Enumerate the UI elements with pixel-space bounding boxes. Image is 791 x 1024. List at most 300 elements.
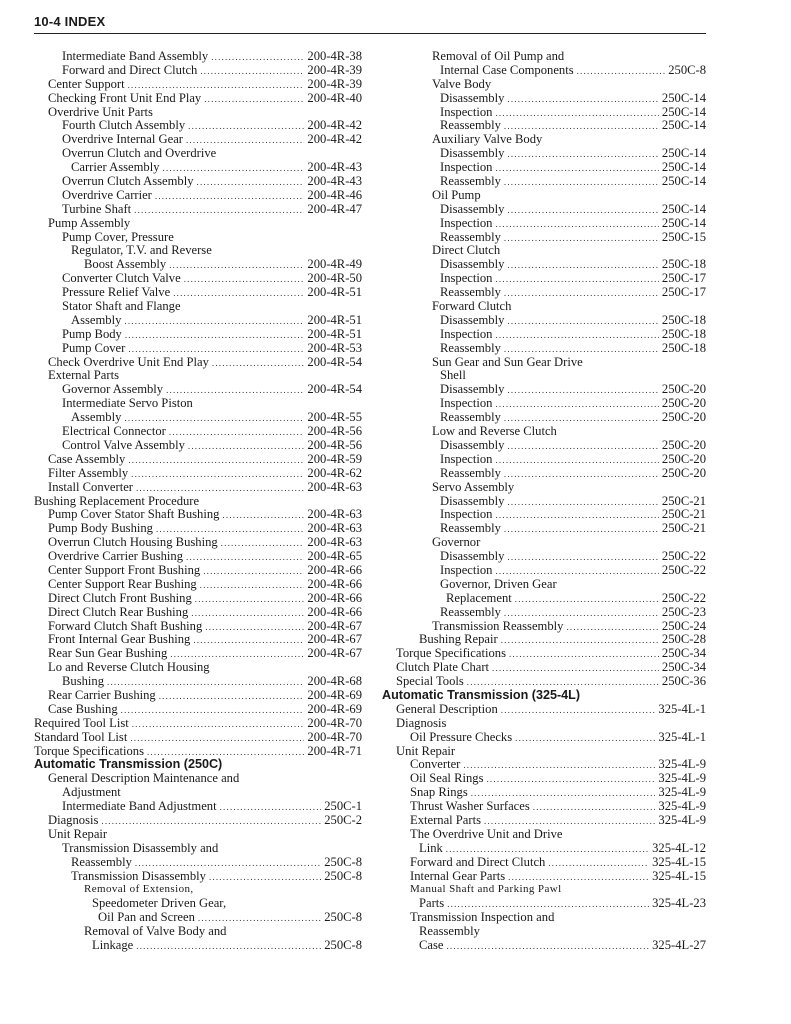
index-entry <box>382 453 706 467</box>
entry-page-number: 200-4R-50 <box>307 271 362 286</box>
leader-dots <box>533 801 656 815</box>
index-entry <box>382 508 706 522</box>
leader-dots <box>495 218 658 232</box>
page-header: 10-4 INDEX <box>34 14 106 29</box>
index-entry <box>34 161 362 175</box>
entry-label: Pump Cover, Pressure <box>62 229 174 244</box>
entry-label: Overdrive Carrier Bushing <box>48 549 183 564</box>
entry-label: Replacement <box>446 590 512 605</box>
entry-page-number: 250C-22 <box>661 562 706 577</box>
index-entry <box>34 647 362 661</box>
leader-dots <box>195 593 305 607</box>
entry-page-number: 250C-23 <box>661 604 706 619</box>
entry-label: Oil Pan and Screen <box>98 910 195 925</box>
index-entry <box>34 883 362 897</box>
leader-dots <box>495 107 658 121</box>
leader-dots <box>212 357 305 371</box>
index-entry <box>34 911 362 925</box>
index-entry <box>382 106 706 120</box>
index-entry <box>382 911 706 925</box>
index-entry <box>382 272 706 286</box>
entry-label: Torque Specifications <box>34 743 144 758</box>
entry-label: Link <box>419 840 443 855</box>
index-entry <box>34 328 362 342</box>
entry-label: Inspection <box>440 396 493 411</box>
entry-label: Inspection <box>440 104 493 119</box>
entry-page-number: 250C-14 <box>661 118 706 133</box>
entry-page-number: 250C-18 <box>661 312 706 327</box>
leader-dots <box>128 454 304 468</box>
entry-label: Reassembly <box>440 410 501 425</box>
entry-label: Disassembly <box>440 312 505 327</box>
index-entry <box>34 870 362 884</box>
index-entry <box>382 633 706 647</box>
entry-label: Special Tools <box>396 674 464 689</box>
entry-page-number: 325-4L-9 <box>658 785 706 800</box>
entry-label: Transmission Inspection and <box>410 910 555 925</box>
entry-label: Torque Specifications <box>396 646 506 661</box>
index-entry <box>382 217 706 231</box>
entry-label: Pump Cover <box>62 340 126 355</box>
index-entry <box>382 175 706 189</box>
section-heading <box>34 758 362 772</box>
entry-label: Governor Assembly <box>62 382 164 397</box>
leader-dots <box>507 384 659 398</box>
entry-page-number: 250C-22 <box>661 590 706 605</box>
entry-label: Oil Seal Rings <box>410 771 484 786</box>
index-entry <box>34 731 362 745</box>
entry-label: Reassembly <box>440 340 501 355</box>
index-column-right <box>382 50 706 953</box>
index-entry <box>382 870 706 884</box>
entry-label: Oil Pump <box>432 187 481 202</box>
leader-dots <box>504 232 659 246</box>
entry-label: Reassembly <box>440 118 501 133</box>
entry-page-number: 250C-14 <box>661 215 706 230</box>
index-entry <box>34 106 362 120</box>
entry-page-number: 325-4L-27 <box>652 938 706 952</box>
entry-page-number: 250C-20 <box>661 437 706 452</box>
leader-dots <box>507 315 659 329</box>
index-entry <box>382 578 706 592</box>
index-entry <box>34 481 362 495</box>
entry-page-number: 200-4R-43 <box>307 174 362 189</box>
index-entry <box>34 467 362 481</box>
leader-dots <box>184 273 305 287</box>
leader-dots <box>504 523 659 537</box>
entry-label: Inspection <box>440 215 493 230</box>
entry-label: Forward Clutch <box>432 299 512 314</box>
index-entry <box>34 314 362 328</box>
leader-dots <box>508 871 649 885</box>
index-entry <box>382 300 706 314</box>
entry-label: Inspection <box>440 562 493 577</box>
entry-page-number: 250C-14 <box>661 174 706 189</box>
entry-page-number: 250C-1 <box>324 799 362 814</box>
entry-page-number: 200-4R-42 <box>307 118 362 133</box>
leader-dots <box>495 509 658 523</box>
index-entry <box>382 342 706 356</box>
entry-page-number: 200-4R-66 <box>307 562 362 577</box>
leader-dots <box>504 468 659 482</box>
entry-label: Transmission Disassembly <box>71 868 206 883</box>
leader-dots <box>209 871 321 885</box>
leader-dots <box>204 93 304 107</box>
entry-page-number: 200-4R-65 <box>307 549 362 564</box>
entry-label: Case Assembly <box>48 451 126 466</box>
entry-page-number: 250C-28 <box>661 632 706 647</box>
index-entry <box>34 661 362 675</box>
entry-label: Case Bushing <box>48 701 118 716</box>
index-entry <box>34 425 362 439</box>
section-heading <box>382 689 706 703</box>
entry-page-number: 250C-17 <box>661 271 706 286</box>
index-entry <box>382 383 706 397</box>
entry-label: Removal of Extension, <box>84 883 194 896</box>
entry-label: Sun Gear and Sun Gear Drive <box>432 354 583 369</box>
index-entry <box>382 620 706 634</box>
index-entry <box>382 661 706 675</box>
leader-dots <box>504 287 659 301</box>
index-entry <box>382 425 706 439</box>
index-entry <box>382 286 706 300</box>
leader-dots <box>200 579 305 593</box>
entry-label: Assembly <box>71 410 122 425</box>
entry-page-number: 200-4R-56 <box>307 424 362 439</box>
entry-label: Lo and Reverse Clutch Housing <box>48 660 210 675</box>
entry-label: Disassembly <box>440 549 505 564</box>
entry-label: Servo Assembly <box>432 479 515 494</box>
entry-label: Stator Shaft and Flange <box>62 299 181 314</box>
entry-page-number: 200-4R-69 <box>307 687 362 702</box>
entry-page-number: 200-4R-40 <box>307 90 362 105</box>
index-entry <box>34 925 362 939</box>
entry-page-number: 200-4R-38 <box>307 49 362 63</box>
leader-dots <box>221 537 305 551</box>
entry-page-number: 200-4R-42 <box>307 132 362 147</box>
entry-page-number: 200-4R-51 <box>307 312 362 327</box>
leader-dots <box>222 509 304 523</box>
entry-page-number: 200-4R-49 <box>307 257 362 272</box>
entry-label: Overrun Clutch Assembly <box>62 174 194 189</box>
leader-dots <box>463 759 655 773</box>
entry-label: General Description <box>396 701 498 716</box>
leader-dots <box>507 93 659 107</box>
index-entry <box>382 606 706 620</box>
entry-page-number: 250C-20 <box>661 465 706 480</box>
entry-label: Governor, Driven Gear <box>440 576 557 591</box>
entry-label: Shell <box>440 368 466 383</box>
entry-label: Clutch Plate Chart <box>396 660 490 675</box>
index-entry <box>34 78 362 92</box>
entry-page-number: 200-4R-53 <box>307 340 362 355</box>
entry-label: Inspection <box>440 451 493 466</box>
index-entry <box>382 717 706 731</box>
entry-label: Turbine Shaft <box>62 201 132 216</box>
entry-label: Boost Assembly <box>84 257 167 272</box>
index-entry <box>34 814 362 828</box>
leader-dots <box>507 440 659 454</box>
index-entry <box>34 189 362 203</box>
entry-label: Overrun Clutch Housing Bushing <box>48 535 218 550</box>
index-entry <box>382 536 706 550</box>
index-entry <box>34 439 362 453</box>
entry-label: Reassembly <box>440 521 501 536</box>
entry-label: Thrust Washer Surfaces <box>410 799 530 814</box>
index-entry <box>382 522 706 536</box>
index-entry <box>34 356 362 370</box>
entry-label: Internal Gear Parts <box>410 868 506 883</box>
entry-page-number: 200-4R-66 <box>307 576 362 591</box>
entry-label: Auxiliary Valve Body <box>432 132 543 147</box>
entry-label: Overdrive Internal Gear <box>62 132 183 147</box>
entry-label: Check Overdrive Unit End Play <box>48 354 209 369</box>
leader-dots <box>188 120 304 134</box>
index-entry <box>34 828 362 842</box>
entry-label: Forward and Direct Clutch <box>410 854 546 869</box>
entry-label: Adjustment <box>62 785 121 800</box>
leader-dots <box>130 732 304 746</box>
entry-label: Carrier Assembly <box>71 160 160 175</box>
entry-page-number: 250C-8 <box>668 62 706 77</box>
entry-label: Intermediate Band Assembly <box>62 49 209 63</box>
index-entry <box>34 842 362 856</box>
entry-page-number: 325-4L-15 <box>652 854 706 869</box>
index-entry <box>34 147 362 161</box>
entry-label: Reassembly <box>419 924 480 939</box>
leader-dots <box>501 704 656 718</box>
leader-dots <box>220 801 322 815</box>
entry-page-number: 325-4L-23 <box>652 896 706 911</box>
index-entry <box>34 397 362 411</box>
index-entry <box>34 119 362 133</box>
index-entry <box>382 592 706 606</box>
index-entry <box>382 356 706 370</box>
index-entry <box>34 550 362 564</box>
entry-page-number: 200-4R-43 <box>307 160 362 175</box>
index-entry <box>34 231 362 245</box>
entry-label: Center Support Rear Bushing <box>48 576 197 591</box>
entry-page-number: 250C-34 <box>661 660 706 675</box>
entry-page-number: 200-4R-67 <box>307 632 362 647</box>
index-entry <box>34 495 362 509</box>
entry-label: Linkage <box>92 938 134 952</box>
entry-label: Converter Clutch Valve <box>62 271 181 286</box>
entry-label: Automatic Transmission (250C) <box>34 757 223 772</box>
entry-label: Direct Clutch Rear Bushing <box>48 604 189 619</box>
entry-page-number: 250C-20 <box>661 451 706 466</box>
entry-page-number: 200-4R-63 <box>307 521 362 536</box>
index-entry <box>34 522 362 536</box>
index-entry <box>382 244 706 258</box>
entry-page-number: 250C-14 <box>661 146 706 161</box>
leader-dots <box>205 621 304 635</box>
index-entry <box>382 550 706 564</box>
index-entry <box>382 481 706 495</box>
index-entry <box>382 772 706 786</box>
entry-page-number: 200-4R-63 <box>307 507 362 522</box>
entry-label: Reassembly <box>440 465 501 480</box>
entry-label: Overrun Clutch and Overdrive <box>62 146 217 161</box>
entry-page-number: 200-4R-70 <box>307 715 362 730</box>
entry-label: Snap Rings <box>410 785 468 800</box>
entry-page-number: 250C-21 <box>661 493 706 508</box>
entry-page-number: 200-4R-47 <box>307 201 362 216</box>
index-entry <box>34 592 362 606</box>
index-entry <box>382 703 706 717</box>
leader-dots <box>134 204 304 218</box>
entry-page-number: 200-4R-46 <box>307 187 362 202</box>
index-entry <box>382 397 706 411</box>
leader-dots <box>495 398 658 412</box>
entry-page-number: 250C-8 <box>324 868 362 883</box>
entry-label: Disassembly <box>440 146 505 161</box>
entry-label: Direct Clutch Front Bushing <box>48 590 192 605</box>
index-entry <box>382 883 706 897</box>
leader-dots <box>509 648 659 662</box>
entry-page-number: 200-4R-55 <box>307 410 362 425</box>
entry-label: Front Internal Gear Bushing <box>48 632 191 647</box>
index-entry <box>34 203 362 217</box>
leader-dots <box>515 732 655 746</box>
index-entry <box>382 647 706 661</box>
index-entry <box>382 369 706 383</box>
entry-page-number: 200-4R-70 <box>307 729 362 744</box>
index-entry <box>34 564 362 578</box>
leader-dots <box>169 259 304 273</box>
leader-dots <box>507 496 659 510</box>
leader-dots <box>515 593 659 607</box>
entry-label: Overdrive Carrier <box>62 187 152 202</box>
index-entry <box>382 758 706 772</box>
entry-page-number: 250C-20 <box>661 396 706 411</box>
entry-page-number: 325-4L-1 <box>658 729 706 744</box>
leader-dots <box>507 148 659 162</box>
index-entry <box>34 536 362 550</box>
entry-label: Intermediate Band Adjustment <box>62 799 217 814</box>
entry-page-number: 325-4L-1 <box>658 701 706 716</box>
index-entry <box>382 828 706 842</box>
index-entry <box>34 369 362 383</box>
entry-page-number: 200-4R-66 <box>307 590 362 605</box>
leader-dots <box>486 773 655 787</box>
entry-page-number: 200-4R-59 <box>307 451 362 466</box>
entry-label: Required Tool List <box>34 715 129 730</box>
leader-dots <box>155 190 305 204</box>
entry-label: Disassembly <box>440 90 505 105</box>
header-rule <box>34 33 706 34</box>
leader-dots <box>124 315 304 329</box>
leader-dots <box>495 329 658 343</box>
entry-page-number: 250C-17 <box>661 285 706 300</box>
leader-dots <box>495 273 658 287</box>
entry-label: Pump Assembly <box>48 215 131 230</box>
entry-label: Case <box>419 938 444 952</box>
entry-page-number: 200-4R-54 <box>307 354 362 369</box>
entry-page-number: 250C-15 <box>661 229 706 244</box>
entry-label: Unit Repair <box>48 826 108 841</box>
index-entry <box>382 786 706 800</box>
entry-label: Control Valve Assembly <box>62 437 185 452</box>
entry-page-number: 250C-2 <box>324 812 362 827</box>
entry-page-number: 325-4L-9 <box>658 757 706 772</box>
index-entry <box>34 939 362 953</box>
entry-page-number: 250C-8 <box>324 910 362 925</box>
leader-dots <box>495 454 658 468</box>
leader-dots <box>186 551 304 565</box>
entry-label: Speedometer Driven Gear, <box>92 896 227 911</box>
leader-dots <box>169 426 305 440</box>
entry-page-number: 250C-22 <box>661 549 706 564</box>
index-entry <box>34 64 362 78</box>
entry-page-number: 250C-8 <box>324 854 362 869</box>
index-entry <box>382 731 706 745</box>
leader-dots <box>191 607 304 621</box>
index-entry <box>34 745 362 759</box>
index-entry <box>34 800 362 814</box>
index-entry <box>34 633 362 647</box>
entry-label: Pump Body Bushing <box>48 521 153 536</box>
leader-dots <box>125 329 305 343</box>
index-entry <box>34 342 362 356</box>
index-entry <box>34 786 362 800</box>
entry-page-number: 250C-14 <box>661 201 706 216</box>
entry-label: Inspection <box>440 271 493 286</box>
index-entry <box>382 231 706 245</box>
index-entry <box>382 814 706 828</box>
entry-page-number: 250C-20 <box>661 382 706 397</box>
entry-label: Automatic Transmission (325-4L) <box>382 687 581 702</box>
entry-page-number: 325-4L-15 <box>652 868 706 883</box>
entry-label: Pump Body <box>62 326 122 341</box>
entry-label: Forward Clutch Shaft Bushing <box>48 618 203 633</box>
index-entry <box>382 842 706 856</box>
entry-label: Pressure Relief Valve <box>62 285 171 300</box>
index-entry <box>34 300 362 314</box>
entry-label: Overdrive Unit Parts <box>48 104 153 119</box>
entry-page-number: 200-4R-68 <box>307 674 362 689</box>
entry-label: Disassembly <box>440 382 505 397</box>
leader-dots <box>211 51 304 65</box>
index-entry <box>34 606 362 620</box>
leader-dots <box>193 634 304 648</box>
entry-label: Center Support Front Bushing <box>48 562 201 577</box>
entry-label: Valve Body <box>432 76 492 91</box>
leader-dots <box>507 204 659 218</box>
index-entry <box>34 258 362 272</box>
entry-page-number: 325-4L-9 <box>658 799 706 814</box>
index-entry <box>382 189 706 203</box>
leader-dots <box>548 857 649 871</box>
entry-label: Intermediate Servo Piston <box>62 396 193 411</box>
leader-dots <box>577 65 666 79</box>
entry-label: General Description Maintenance and <box>48 771 240 786</box>
leader-dots <box>492 662 659 676</box>
entry-label: Transmission Reassembly <box>432 618 564 633</box>
entry-label: Rear Sun Gear Bushing <box>48 646 168 661</box>
entry-label: External Parts <box>48 368 119 383</box>
entry-label: Manual Shaft and Parking Pawl <box>410 883 562 896</box>
entry-page-number: 250C-34 <box>661 646 706 661</box>
entry-label: Unit Repair <box>396 743 456 758</box>
entry-page-number: 200-4R-51 <box>307 285 362 300</box>
entry-page-number: 250C-36 <box>661 674 706 689</box>
entry-label: Disassembly <box>440 493 505 508</box>
index-entry <box>382 147 706 161</box>
entry-label: Disassembly <box>440 257 505 272</box>
index-entry <box>382 92 706 106</box>
entry-page-number: 325-4L-12 <box>652 840 706 855</box>
